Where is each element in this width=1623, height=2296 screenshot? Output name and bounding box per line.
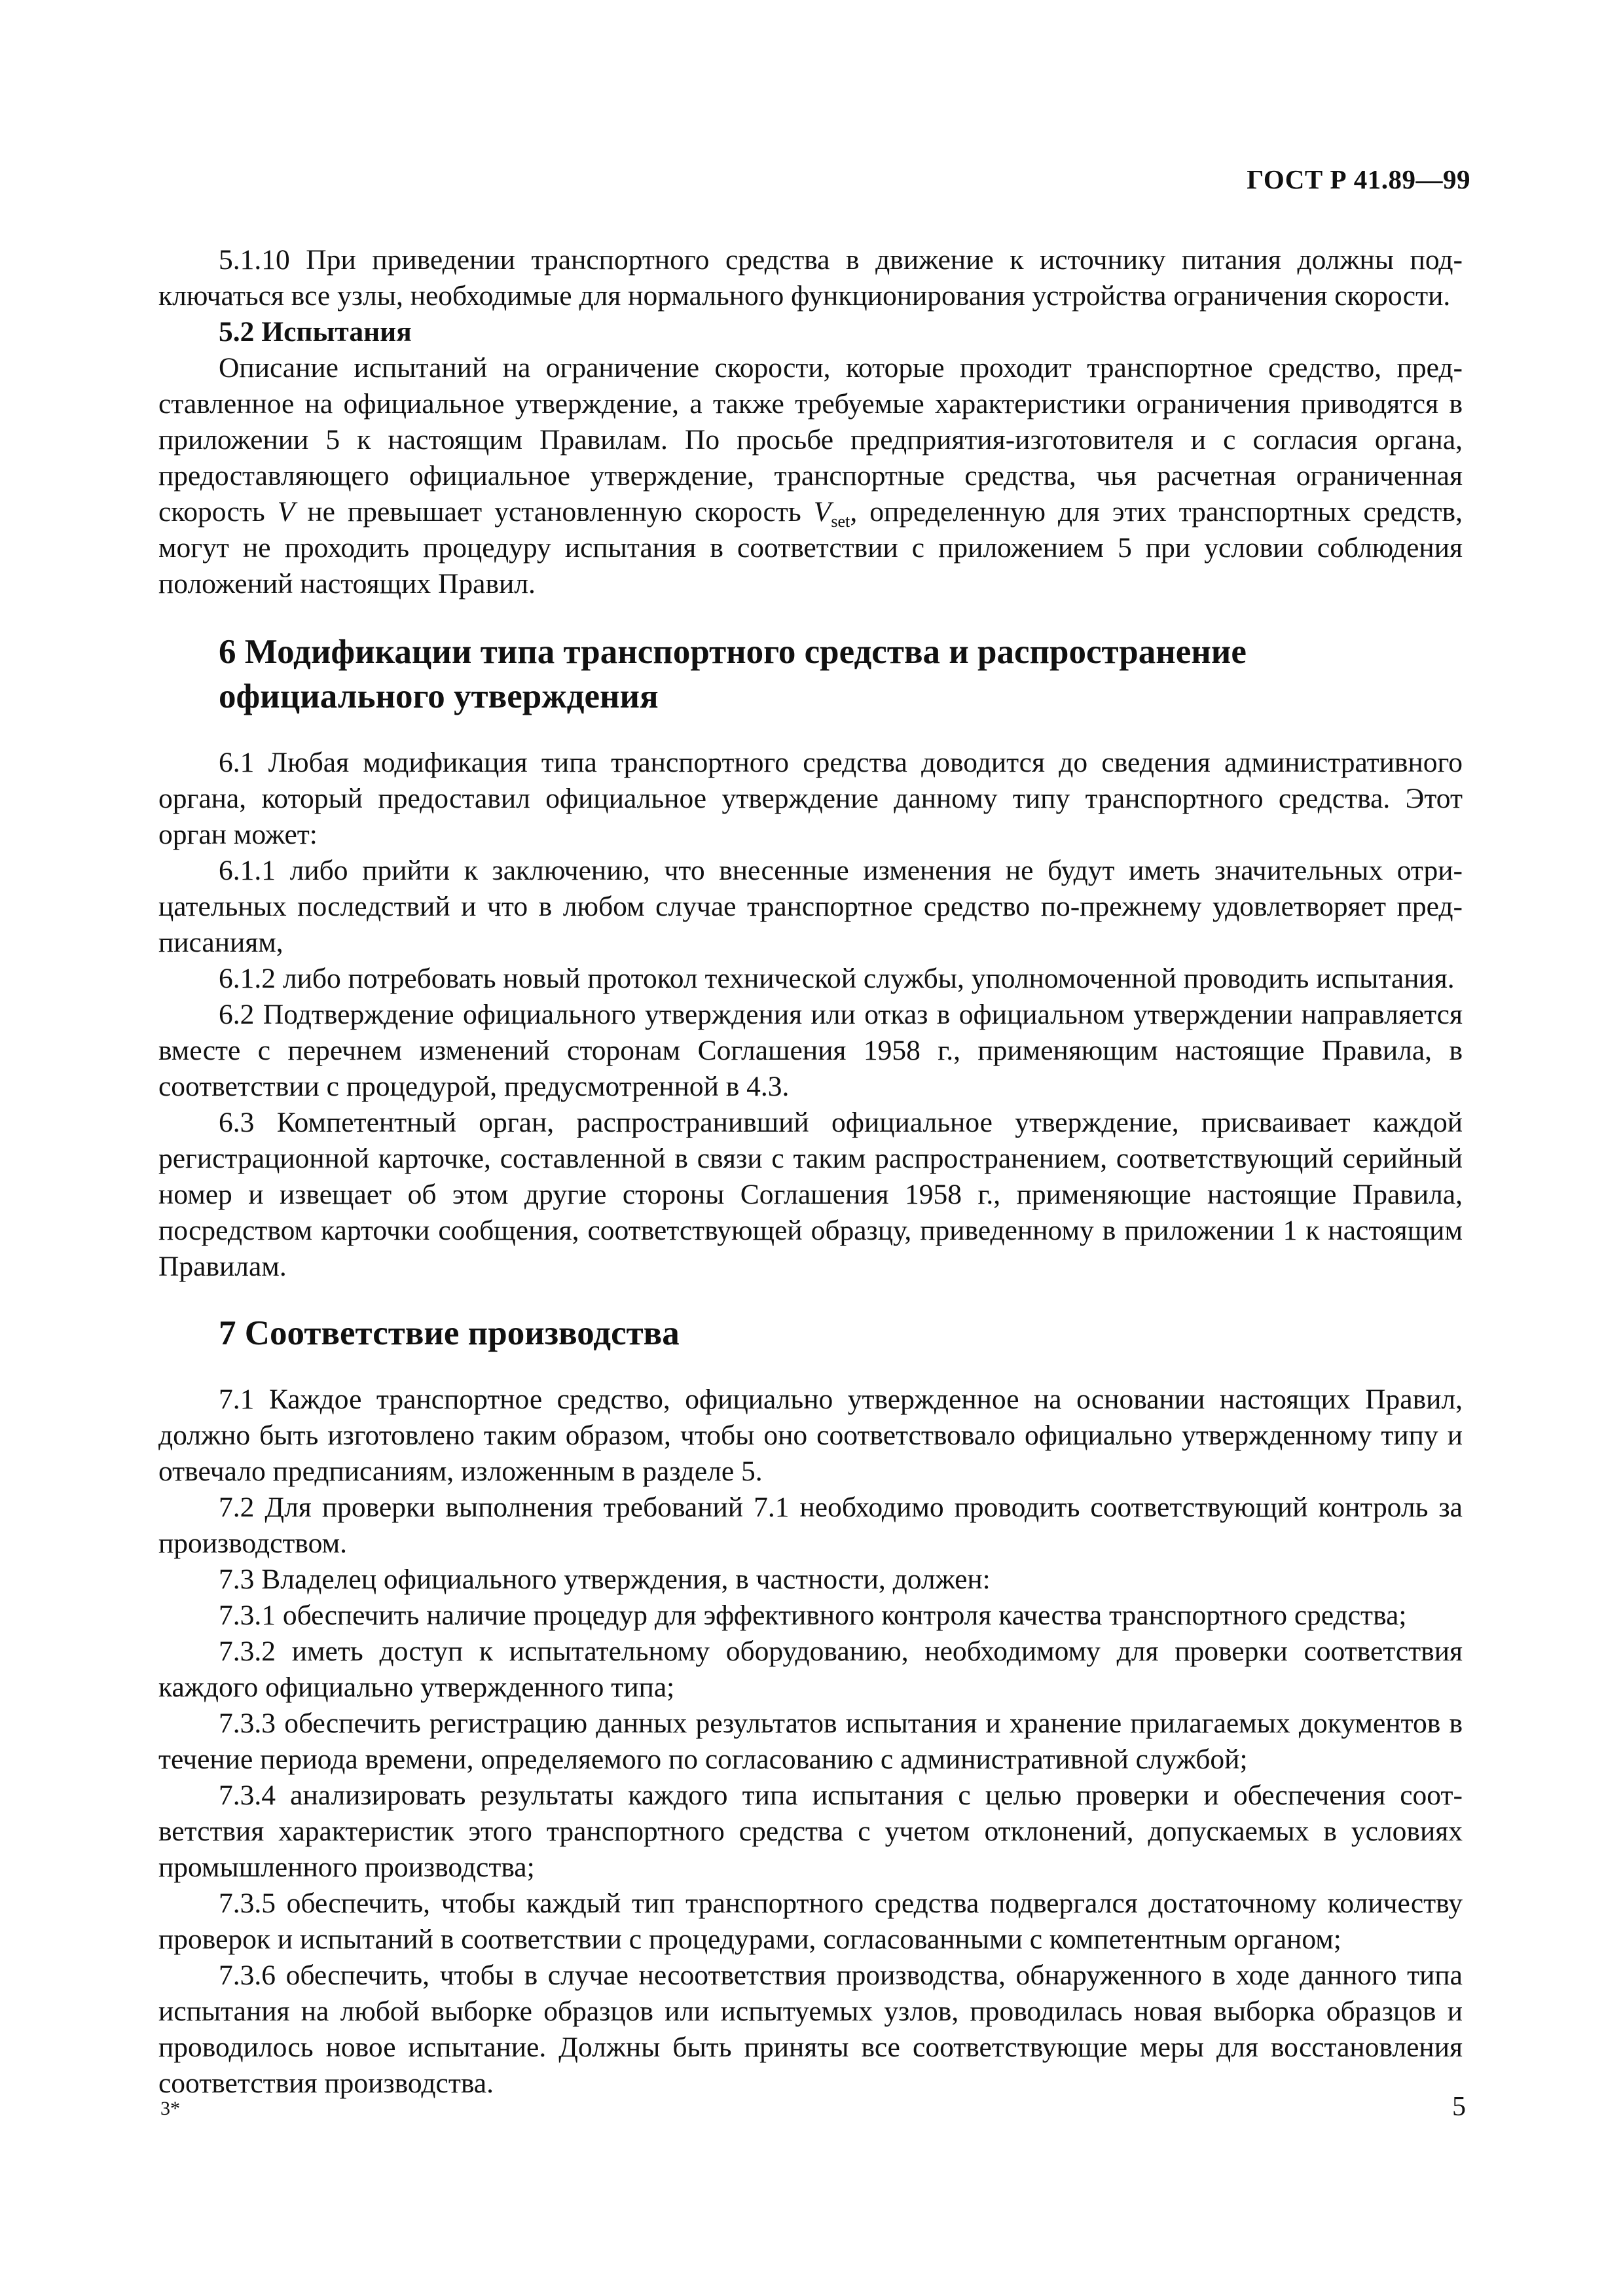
paragraph-6-1-2: 6.1.2 либо потребовать новый протокол технической службы, уполномоченной проводить испытания.: [219, 963, 1455, 994]
paragraph-5-2: [158, 350, 1463, 602]
paragraph-5-2-part-b: не превышает установленную скорость: [295, 496, 814, 528]
paragraph-6-1-1: 6.1.1 либо прийти к заключению, что внесенные изменения не будут иметь значительных отрицательных последствий и что в любом случае транспортное средство по-прежнему удовлетворяет предписаниям,: [158, 855, 1463, 958]
paragraph-7-3-2: 7.3.2 иметь доступ к испытательному оборудованию, необходимому для проверки соответствия каждого официально утвержденного типа;: [158, 1636, 1463, 1703]
symbol-v: V: [277, 496, 295, 528]
section-heading-6: 6 Модификации типа транспортного средства и распространение официального утверждения: [219, 633, 1247, 715]
paragraph-7-3-5: 7.3.5 обеспечить, чтобы каждый тип транспортного средства подвергался достаточному количеству проверок и испытаний в соответствии с процедурами, согласованными с компетентным органом;: [158, 1888, 1463, 1955]
paragraph-5-2-part-c: , определенную для этих транспортных средств, могут не проходить процедуру испытания в соответствии с приложением 5 при условии соблюдения положений настоящих Правил.: [158, 496, 1463, 600]
paragraph-6-3: 6.3 Компетентный орган, распространивший официальное утверждение, присваивает каждой регистрационной карточке, составленной в связи с таким распространением, соответствующий серийный номер и извещает об этом другие стороны Соглашения 1958 г., применяющие настоящие Правила, посредством карточки сообщения, соответствующей образцу, приведенному в приложении 1 к настоящим Правилам.: [158, 1107, 1463, 1282]
paragraph-7-3-1: 7.3.1 обеспечить наличие процедур для эффективного контроля качества транспортного средства;: [219, 1600, 1407, 1631]
paragraph-7-3-4: 7.3.4 анализировать результаты каждого типа испытания с целью проверки и обеспечения соответствия характеристик этого транспортного средства с учетом отклонений, допускаемых в условиях промышленного производства;: [158, 1780, 1463, 1883]
page-number: 5: [1452, 2092, 1466, 2122]
paragraph-5-1-10: 5.1.10 При приведении транспортного средства в движение к источнику питания должны подключаться все узлы, необходимые для нормального функционирования устройства ограничения скорости.: [158, 244, 1463, 312]
page-content: [158, 242, 1463, 2102]
paragraph-7-1: 7.1 Каждое транспортное средство, официально утвержденное на основании настоящих Правил, должно быть изготовлено таким образом, чтобы оно соответствовало официально утвержденному типу и отвечало предписаниям, изложенным в разделе 5.: [158, 1384, 1463, 1487]
paragraph-7-2: 7.2 Для проверки выполнения требований 7.1 необходимо проводить соответствующий контроль за производством.: [158, 1492, 1463, 1559]
section-heading-7: 7 Соответствие производства: [219, 1314, 680, 1352]
paragraph-6-1: 6.1 Любая модификация типа транспортного средства доводится до сведения административного органа, который предоставил официальное утверждение данному типу транспортного средства. Этот орган может:: [158, 747, 1463, 850]
paragraph-7-3-6: 7.3.6 обеспечить, чтобы в случае несоответствия производства, обнаруженного в ходе данного типа испытания на любой выборке образцов или испытуемых узлов, проводилась новая выборка образцов и проводилось новое испытание. Должны быть приняты все соответствующие меры для восстановления соответствия производства.: [158, 1960, 1463, 2099]
paragraph-5-2-part-a: Описание испытаний на ограничение скорости, которые проходит транспортное средство, представленное на официальное утверждение, а также требуемые характеристики ограничения приводятся в приложении 5 к настоящим Правилам. По просьбе предприятия-изготовителя и с согласия органа, предоставляющего официальное утверждение, транспортные средства, чья расчетная ограниченная скорость: [158, 352, 1463, 528]
document-code: ГОСТ Р 41.89—99: [1247, 164, 1470, 194]
paragraph-7-3: 7.3 Владелец официального утверждения, в частности, должен:: [219, 1564, 991, 1595]
subscript-set: set: [831, 512, 850, 531]
sheet-mark: 3*: [160, 2098, 180, 2119]
paragraph-7-3-3: 7.3.3 обеспечить регистрацию данных результатов испытания и хранение прилагаемых документов в течение периода времени, определяемого по согласованию с административной службой;: [158, 1708, 1463, 1775]
paragraph-6-2: 6.2 Подтверждение официального утверждения или отказ в официальном утверждении направляется вместе с перечнем изменений сторонам Соглашения 1958 г., применяющим настоящие Правила, в соответствии с процедурой, предусмотренной в 4.3.: [158, 999, 1463, 1102]
symbol-v-set: V: [813, 496, 831, 528]
subheading-5-2: 5.2 Испытания: [219, 316, 412, 348]
